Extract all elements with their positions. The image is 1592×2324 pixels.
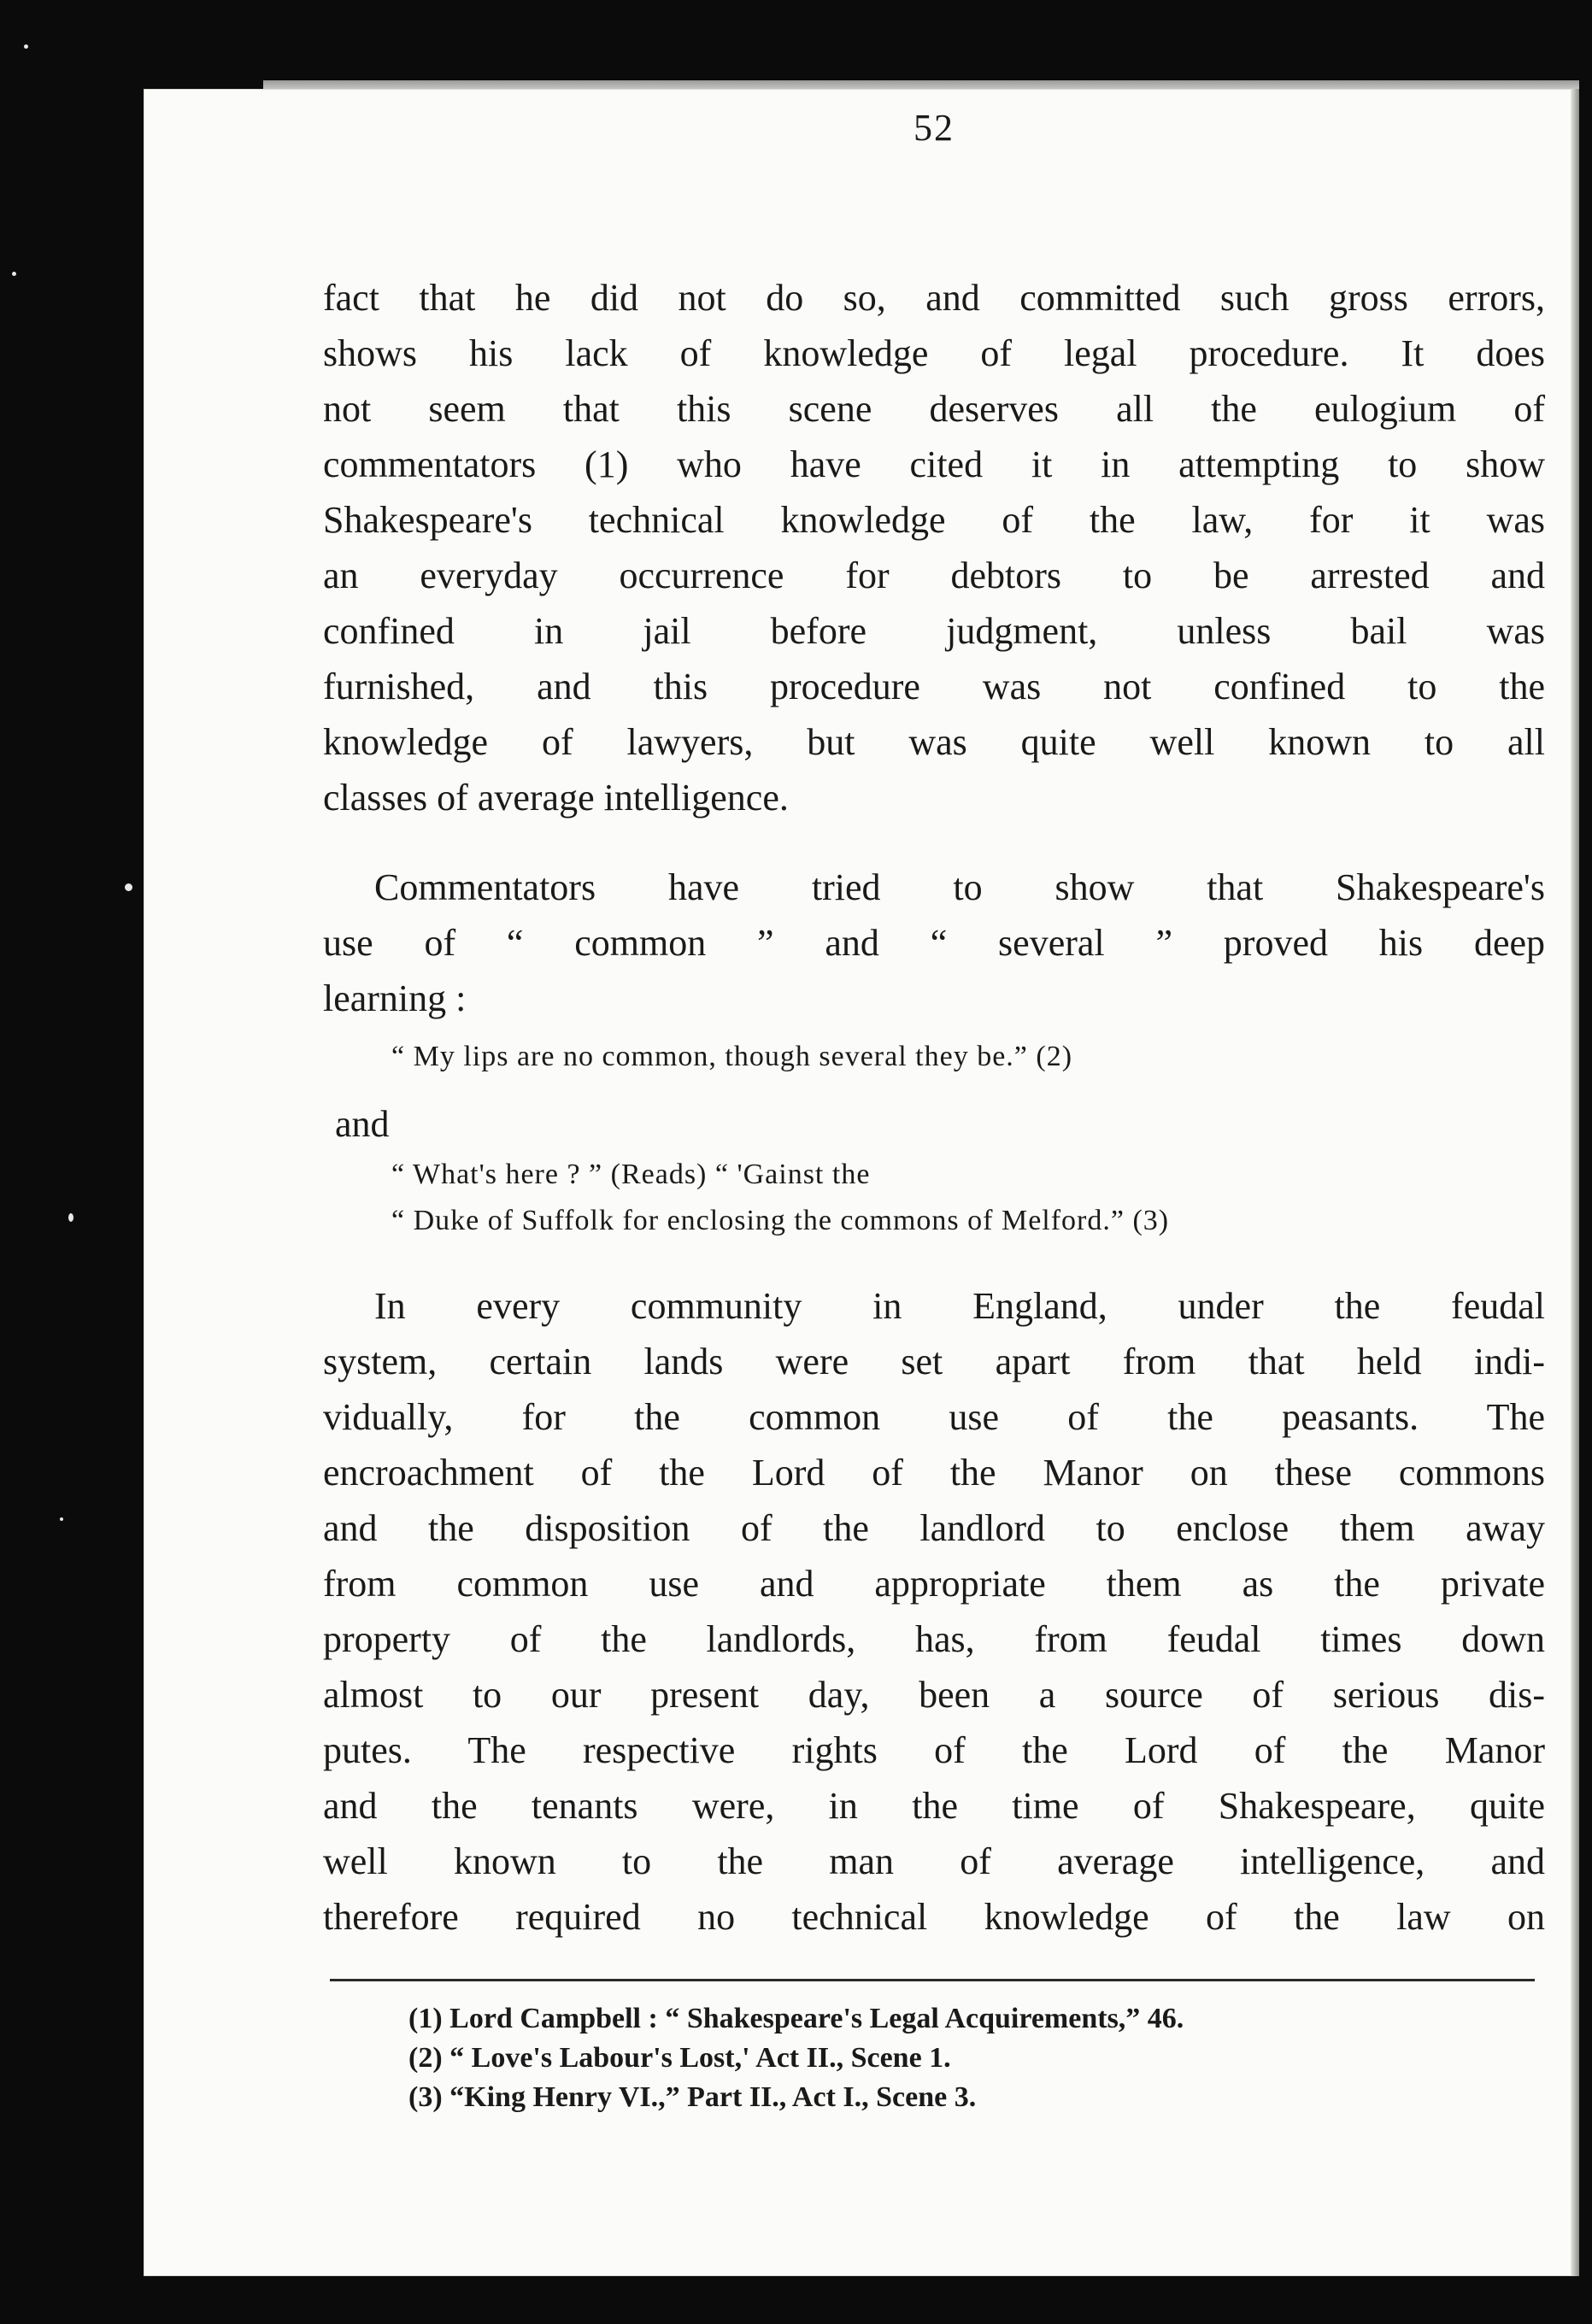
text-line: vidually, for the common use of the peasants. The bbox=[323, 1396, 1545, 1438]
text-line: classes of average intelligence. bbox=[323, 777, 789, 819]
text-line: encroachment of the Lord of the Manor on these commons bbox=[323, 1452, 1545, 1494]
text-line: almost to our present day, been a source of serious dis- bbox=[323, 1674, 1545, 1716]
scan-speck bbox=[125, 883, 132, 891]
text-line: learning : bbox=[323, 977, 467, 1019]
text-line: shows his lack of knowledge of legal procedure. It does bbox=[323, 332, 1545, 374]
paragraph-2 bbox=[323, 860, 1545, 1026]
scan-speck bbox=[68, 1213, 73, 1222]
paragraph-1 bbox=[323, 270, 1545, 825]
text-line: system, certain lands were set apart from that held indi- bbox=[323, 1341, 1545, 1382]
connector-word: and bbox=[335, 1103, 390, 1145]
text-line: not seem that this scene deserves all the eulogium of bbox=[323, 388, 1545, 430]
text-line: and the disposition of the landlord to enclose them away bbox=[323, 1507, 1545, 1549]
scan-speck bbox=[24, 44, 28, 49]
text-line: commentators (1) who have cited it in attempting to show bbox=[323, 443, 1545, 485]
text-line: and the tenants were, in the time of Shakespeare, quite bbox=[323, 1785, 1545, 1827]
paragraph-3 bbox=[323, 1278, 1545, 1945]
text-line: well known to the man of average intelligence, and bbox=[323, 1840, 1545, 1882]
page-number: 52 bbox=[913, 107, 955, 149]
text-line: an everyday occurrence for debtors to be arrested and bbox=[323, 555, 1545, 596]
scan-speck bbox=[60, 1517, 63, 1521]
footnote-1: (1) Lord Campbell : “ Shakespeare's Legal Acquirements,” 46. bbox=[408, 2003, 1184, 2034]
text-line: property of the landlords, has, from feudal times down bbox=[323, 1618, 1545, 1660]
text-line: Commentators have tried to show that Shakespeare's bbox=[374, 866, 1545, 908]
page-right-edge bbox=[1571, 89, 1579, 2276]
footnote-3: (3) “King Henry VI.,” Part II., Act I., Scene 3. bbox=[408, 2081, 977, 2113]
footnote-divider bbox=[330, 1979, 1535, 1981]
text-line: fact that he did not do so, and committed such gross errors, bbox=[323, 277, 1545, 319]
text-line: from common use and appropriate them as the private bbox=[323, 1563, 1545, 1605]
text-line: furnished, and this procedure was not confined to the bbox=[323, 666, 1545, 707]
text-line: putes. The respective rights of the Lord of the Manor bbox=[323, 1729, 1545, 1771]
text-line: confined in jail before judgment, unless bail was bbox=[323, 610, 1545, 652]
text-line: Shakespeare's technical knowledge of the law, for it was bbox=[323, 499, 1545, 541]
footnotes bbox=[408, 1999, 1184, 2117]
text-line: In every community in England, under the feudal bbox=[374, 1285, 1545, 1327]
quotation-1: “ My lips are no common, though several they be.” (2) bbox=[391, 1041, 1073, 1072]
quotation-2-line-2: “ Duke of Suffolk for enclosing the commons of Melford.” (3) bbox=[391, 1205, 1170, 1236]
text-line: knowledge of lawyers, but was quite well known to all bbox=[323, 721, 1545, 763]
quotation-2-line-1: “ What's here ? ” (Reads) “ 'Gainst the bbox=[391, 1159, 871, 1190]
scan-speck bbox=[12, 272, 16, 276]
text-line: therefore required no technical knowledge of the law on bbox=[323, 1896, 1545, 1938]
footnote-2: (2) “ Love's Labour's Lost,' Act II., Scene 1. bbox=[408, 2042, 951, 2074]
text-line: use of “ common ” and “ several ” proved his deep bbox=[323, 922, 1545, 964]
